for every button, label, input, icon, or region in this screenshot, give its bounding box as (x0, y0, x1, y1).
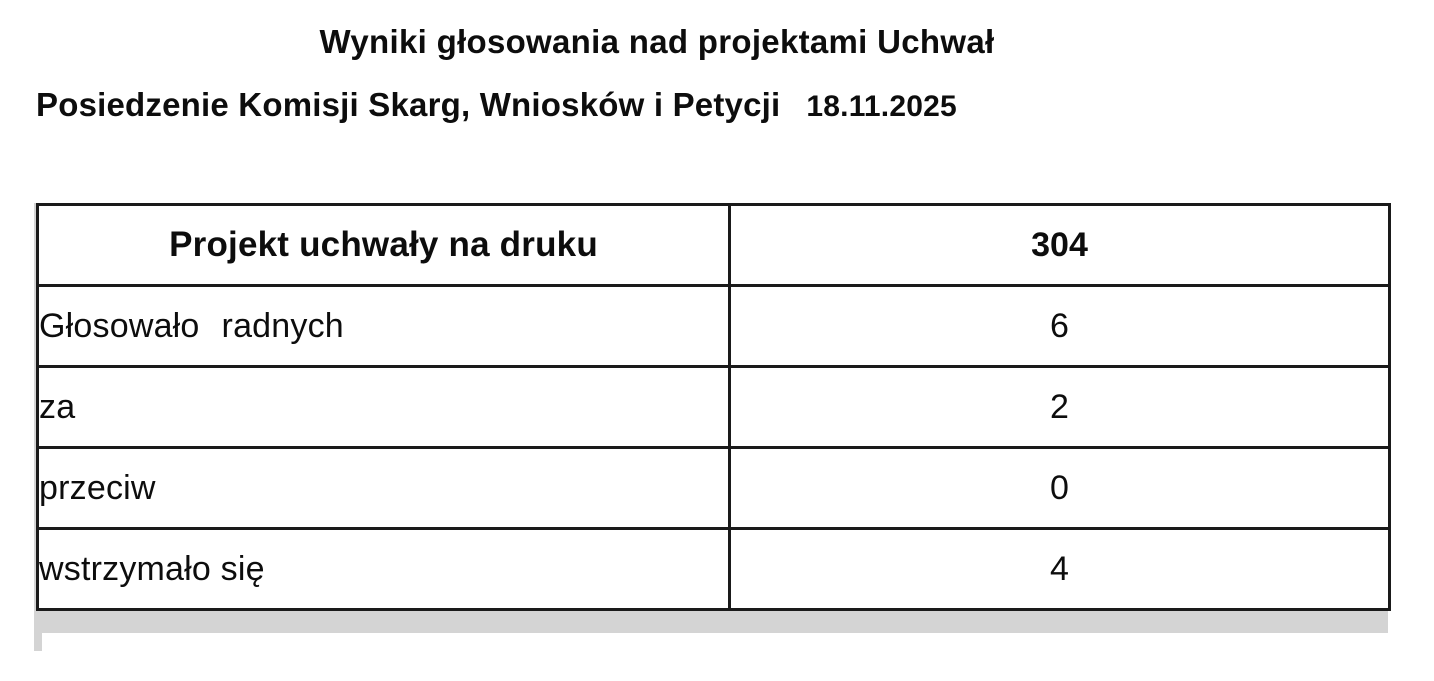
voting-results-table-wrapper (36, 203, 1388, 611)
row-value-abstained: 4 (730, 529, 1390, 610)
document-header (0, 0, 1434, 124)
resolution-draft-label: Projekt uchwały na druku (38, 205, 730, 286)
row-label-voted-extra: radnych (221, 306, 344, 345)
subtitle-row (0, 86, 1434, 124)
meeting-date: 18.11.2025 (806, 90, 957, 124)
voting-results-table (36, 203, 1391, 611)
table-row (38, 286, 1390, 367)
row-label-against: przeciw (38, 448, 730, 529)
table-row (38, 448, 1390, 529)
page-title: Wyniki głosowania nad projektami Uchwał (319, 23, 995, 60)
table-row (38, 367, 1390, 448)
row-label-voted-text: Głosowało (39, 306, 200, 345)
table-row-header (38, 205, 1390, 286)
row-label-abstained: wstrzymało się (38, 529, 730, 610)
row-value-against: 0 (730, 448, 1390, 529)
resolution-draft-number: 304 (730, 205, 1390, 286)
row-label-voted (38, 286, 730, 367)
row-label-for: za (38, 367, 730, 448)
scan-edge-bottom (36, 611, 1388, 633)
row-value-voted: 6 (730, 286, 1390, 367)
page-subtitle: Posiedzenie Komisji Skarg, Wniosków i Petycji (36, 86, 781, 124)
row-value-for: 2 (730, 367, 1390, 448)
table-row (38, 529, 1390, 610)
